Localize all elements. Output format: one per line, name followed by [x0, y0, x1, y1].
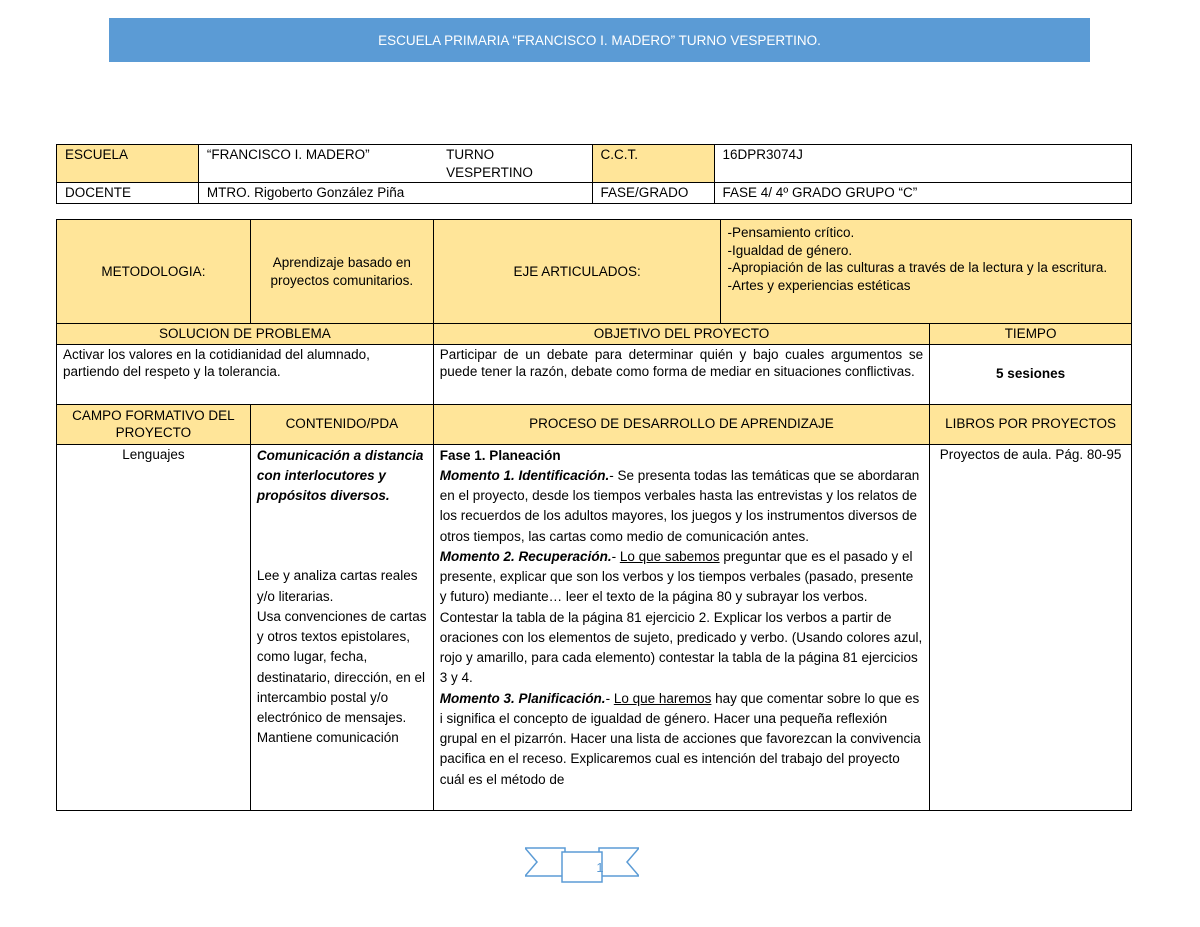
- objective-text: Participar de un debate para determinar quién y bajo cuales argumentos se puede tener la razón, debate como forma de mediar en situaciones conflictivas.: [433, 344, 929, 404]
- teacher-label: DOCENTE: [57, 183, 199, 204]
- axes-list: [721, 220, 1132, 324]
- moment-3-text: hay que comentar sobre lo que es i significa el concepto de igualdad de género. Hacer una pequeña reflexión grupal en el pizarrón. Hacer una lista de acciones que favorezcan la convivencia pacifica en el receso. Explicaremos cual es intención del trabajo del proyecto cuál es el método de: [439, 690, 921, 787]
- moment-1-title: Momento 1. Identificación.: [439, 467, 610, 483]
- books-value: Proyectos de aula. Pág. 80-95: [930, 444, 1132, 810]
- header-table: [56, 144, 1132, 204]
- teacher-name: MTRO. Rigoberto González Piña: [198, 183, 592, 204]
- moment-2-title: Momento 2. Recuperación.: [439, 548, 612, 564]
- methodology-value: Aprendizaje basado en proyectos comunitarios.: [250, 220, 433, 324]
- moment-1: [440, 466, 923, 547]
- books-header: LIBROS POR PROYECTOS: [930, 404, 1132, 444]
- problem-header: SOLUCION DE PROBLEMA: [57, 324, 434, 345]
- moment-1-text: - Se presenta todas las temáticas que se abordaran en el proyecto, desde los tiempos verbales hasta las entrevistas y los relatos de los recuerdos de los adultos mayores, los juegos y los instrumentos diversos de otros tiempos, las cartas como medio de comunicación antes.: [439, 467, 920, 544]
- cct-value: 16DPR3074J: [714, 145, 1131, 183]
- moment-3-title: Momento 3. Planificación.: [439, 690, 606, 706]
- field-value: Lenguajes: [57, 444, 251, 810]
- cct-label: C.C.T.: [592, 145, 714, 183]
- pda-item: Mantiene comunicación: [256, 730, 399, 746]
- content-header: CONTENIDO/PDA: [250, 404, 433, 444]
- axis-item: -Apropiación de las culturas a través de la lectura y la escritura.: [727, 260, 1108, 276]
- moment-2-dash: -: [611, 548, 620, 564]
- grade-value: FASE 4/ 4º GRADO GRUPO “C”: [714, 183, 1131, 204]
- phase-title: Fase 1. Planeación: [439, 447, 561, 463]
- page-number: 1: [596, 859, 604, 875]
- axis-item: -Pensamiento crítico.: [727, 225, 855, 240]
- moment-3-dash: -: [605, 690, 614, 706]
- moment-3-underline: Lo que haremos: [613, 690, 712, 706]
- time-header: TIEMPO: [930, 324, 1132, 345]
- school-name: “FRANCISCO I. MADERO”: [198, 145, 438, 183]
- grade-label: FASE/GRADO: [592, 183, 714, 204]
- objective-header: OBJETIVO DEL PROYECTO: [433, 324, 929, 345]
- axes-label: EJE ARTICULADOS:: [433, 220, 721, 324]
- axis-item: -Igualdad de género.: [727, 242, 853, 258]
- axis-item: -Artes y experiencias estéticas: [727, 277, 911, 293]
- moment-2-text: preguntar que es el pasado y el presente, explicar que son los verbos y los tiempos verbales (pasado, presente y futuro) mediante… leer el texto de la página 80 y subrayar los verbos. Contestar la tabla de la página 81 ejercicio 2. Explicar los verbos a partir de oraciones con los elementos de sujeto, predicado y verbo. (Usando colores azul, rojo y amarillo, para cada elemento) contestar la tabla de la página 81 ejercicios 3 y 4.: [439, 548, 923, 686]
- moment-2-underline: Lo que sabemos: [619, 548, 720, 564]
- pda-item: Usa convenciones de cartas y otros textos epistolares, como lugar, fecha, destinatario, dirección, en el intercambio postal y/o electrónico de mensajes.: [256, 608, 427, 726]
- pda-item: Lee y analiza cartas reales y/o literarias.: [256, 568, 418, 604]
- moment-3: [440, 689, 923, 790]
- school-banner: ESCUELA PRIMARIA “FRANCISCO I. MADERO” TURNO VESPERTINO.: [109, 18, 1090, 62]
- school-shift: TURNO VESPERTINO: [438, 145, 592, 183]
- moment-2: [440, 547, 923, 689]
- process-cell: [433, 444, 929, 810]
- time-value: 5 sesiones: [930, 344, 1132, 404]
- planning-table: [56, 219, 1132, 811]
- content-title: Comunicación a distancia con interlocutores y propósitos diversos.: [256, 447, 424, 504]
- content-cell: [250, 444, 433, 810]
- school-label: ESCUELA: [57, 145, 199, 183]
- process-header: PROCESO DE DESARROLLO DE APRENDIZAJE: [433, 404, 929, 444]
- problem-text: Activar los valores en la cotidianidad del alumnado, partiendo del respeto y la tolerancia.: [57, 344, 434, 404]
- field-header: CAMPO FORMATIVO DEL PROYECTO: [57, 404, 251, 444]
- methodology-label: METODOLOGIA:: [57, 220, 251, 324]
